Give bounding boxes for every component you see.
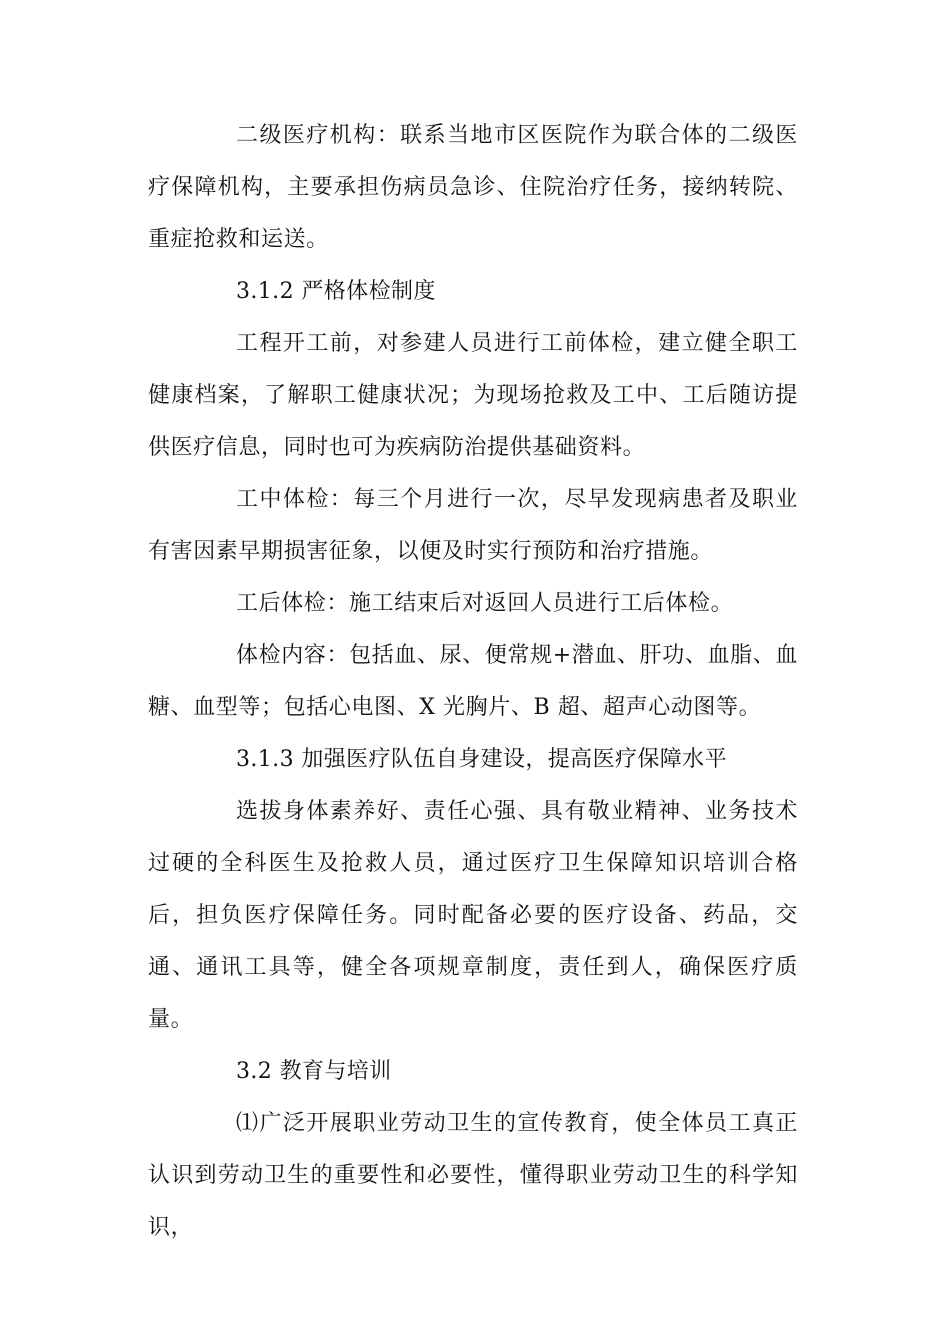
- section-heading-3-1-2: 3.1.2 严格体检制度: [236, 279, 436, 304]
- paragraph-post-work-exam: 工后体检：施工结束后对返回人员进行工后体检。: [236, 591, 734, 616]
- section-heading-3-1-3: 3.1.3 加强医疗队伍自身建设，提高医疗保障水平: [236, 747, 727, 772]
- paragraph-medical-team: 选拔身体素养好、责任心强、具有敬业精神、业务技术过硬的全科医生及抢救人员，通过医疗卫生保障知识培训合格后，担负医疗保障任务。同时配备必要的医疗设备、药品，交通、通讯工具等，健全各项规章制度，责任到人，确保医疗质量。: [148, 799, 798, 1032]
- paragraph-secondary-medical-institution: 二级医疗机构：联系当地市区医院作为联合体的二级医疗保障机构，主要承担伤病员急诊、住院治疗任务，接纳转院、重症抢救和运送。: [148, 123, 798, 252]
- section-heading-3-2: 3.2 教育与培训: [236, 1059, 392, 1084]
- paragraph-exam-content: 体检内容：包括血、尿、便常规+潜血、肝功、血脂、血糖、血型等；包括心电图、X 光胸片、B 超、超声心动图等。: [148, 643, 798, 720]
- paragraph-mid-work-exam: 工中体检：每三个月进行一次，尽早发现病患者及职业有害因素早期损害征象，以便及时实行预防和治疗措施。: [148, 487, 798, 564]
- document-page: [148, 110, 798, 1254]
- paragraph-pre-work-exam: 工程开工前，对参建人员进行工前体检，建立健全职工健康档案，了解职工健康状况；为现场抢救及工中、工后随访提供医疗信息，同时也可为疾病防治提供基础资料。: [148, 331, 798, 460]
- paragraph-education-1: ⑴广泛开展职业劳动卫生的宣传教育，使全体员工真正认识到劳动卫生的重要性和必要性，懂得职业劳动卫生的科学知识，: [148, 1111, 798, 1240]
